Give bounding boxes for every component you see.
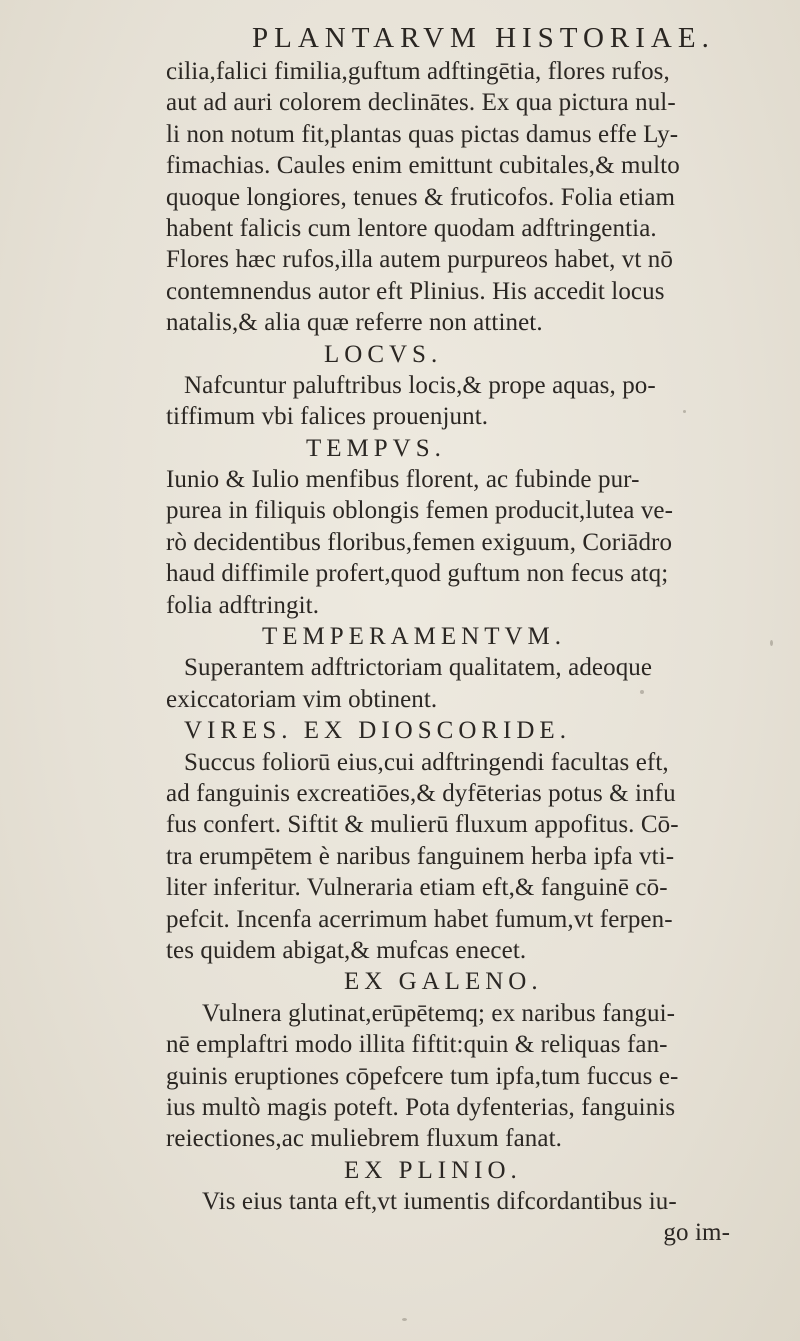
text-line: Iunio & Iulio menfibus florent, ac fubinde pur- — [166, 466, 640, 494]
section-heading: EX GALENO. — [344, 968, 543, 996]
text-line: Superantem adftrictoriam qualitatem, adeoque — [184, 654, 653, 682]
text-line: fus confert. Siftit & mulierū fluxum appofitus. Cō- — [166, 811, 679, 839]
section-heading: TEMPVS. — [306, 434, 446, 462]
text-line: quoque longiores, tenues & fruticofos. Folia etiam — [166, 183, 676, 211]
text-line: ad fanguinis excreatiōes,& dyfēterias potus & infu — [166, 779, 676, 807]
ink-speck — [402, 1318, 407, 1321]
text-line: contemnendus autor eft Plinius. His accedit locus — [166, 277, 665, 305]
catchword: go im- — [663, 1219, 730, 1247]
ink-speck — [640, 690, 644, 694]
ink-speck — [683, 410, 686, 413]
text-line: cilia,falici fimilia,guftum adftingētia, flores rufos, — [166, 58, 670, 85]
text-line: tes quidem abigat,& mufcas enecet. — [166, 936, 527, 964]
text-line: liter inferitur. Vulneraria etiam eft,& fanguinē cō- — [166, 874, 668, 902]
body-text — [166, 56, 800, 1249]
text-line: folia adftringit. — [166, 591, 320, 619]
text-line: tiffimum vbi falices prouenjunt. — [166, 403, 489, 431]
text-line: ius multò magis poteft. Pota dyfenterias, fanguinis — [166, 1093, 676, 1121]
running-head: PLANTARVM HISTORIAE. — [252, 22, 715, 54]
text-line: reiectiones,ac muliebrem fluxum fanat. — [166, 1125, 562, 1153]
text-line: Flores hæc rufos,illa autem purpureos habet, vt nō — [166, 246, 673, 274]
section-heading: TEMPERAMENTVM. — [262, 623, 567, 651]
text-line: li non notum fit,plantas quas pictas damus effe Ly- — [166, 120, 679, 148]
text-line: guinis eruptiones cōpefcere tum ipfa,tum fuccus e- — [166, 1062, 679, 1090]
text-line: fimachias. Caules enim emittunt cubitales,& multo — [166, 152, 680, 180]
text-line: Nafcuntur paluftribus locis,& prope aquas, po- — [184, 371, 656, 399]
text-line: haud diffimile profert,quod guftum non fecus atq; — [166, 560, 669, 588]
text-line: natalis,& alia quæ referre non attinet. — [166, 309, 543, 337]
text-line: Vis eius tanta eft,vt iumentis difcordantibus iu- — [202, 1188, 677, 1216]
section-heading: VIRES. EX DIOSCORIDE. — [184, 717, 571, 745]
ink-speck — [770, 640, 773, 646]
text-line: habent falicis cum lentore quodam adftringentia. — [166, 214, 657, 242]
text-line: tra erumpētem è naribus fanguinem herba ipfa vti- — [166, 842, 675, 870]
section-heading: LOCVS. — [324, 340, 443, 368]
text-line: rò decidentibus floribus,femen exiguum, Coriādro — [166, 528, 673, 556]
text-line: Vulnera glutinat,erūpētemq; ex naribus fangui- — [202, 999, 676, 1027]
text-line: Succus foliorū eius,cui adftringendi facultas eft, — [184, 748, 669, 776]
text-line: aut ad auri colorem declinātes. Ex qua pictura nul- — [166, 89, 676, 117]
section-heading: EX PLINIO. — [344, 1156, 522, 1184]
text-line: pefcit. Incenfa acerrimum habet fumum,vt ferpen- — [166, 905, 673, 933]
text-line: purea in filiquis oblongis femen producit,lutea ve- — [166, 497, 674, 525]
text-line: exiccatoriam vim obtinent. — [166, 685, 438, 713]
text-line: nē emplaftri modo illita fiftit:quin & reliquas fan- — [166, 1031, 668, 1059]
